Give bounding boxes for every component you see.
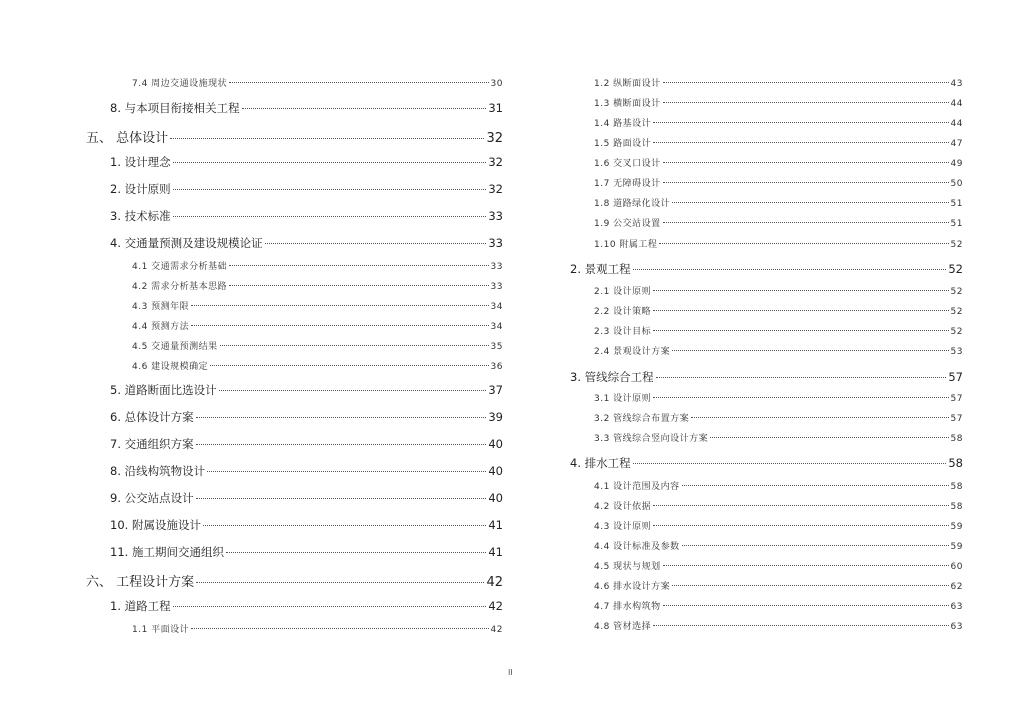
toc-entry-page: 41 [488,545,503,559]
toc-entry[interactable] [132,259,503,272]
toc-entry[interactable] [110,490,503,506]
dot-leader [663,82,949,83]
toc-entry-page: 51 [950,219,963,229]
toc-entry[interactable] [594,391,963,404]
toc-entry[interactable] [594,136,963,149]
toc-entry-page: 63 [950,602,963,612]
toc-entry-page: 52 [948,262,963,276]
dot-leader [173,606,487,607]
dot-leader [191,628,488,629]
dot-leader [170,138,484,139]
toc-entry-page: 31 [488,101,503,115]
toc-entry-title: 1.5 路面设计 [594,139,652,149]
dot-leader [663,565,949,566]
toc-entry-title: 1.1 平面设计 [132,625,190,635]
dot-leader [220,345,489,346]
toc-entry-page: 53 [950,347,963,357]
dot-leader [633,463,947,464]
toc-entry-title: 8. 与本项目衔接相关工程 [110,101,240,115]
toc-entry-page: 59 [950,542,963,552]
dot-leader [226,552,486,553]
toc-entry-page: 58 [950,482,963,492]
toc-entry-page: 52 [950,240,963,250]
toc-entry-title: 4.3 预测年限 [132,302,190,312]
toc-entry-page: 42 [490,625,503,635]
toc-entry[interactable] [110,598,503,614]
toc-entry-page: 41 [488,518,503,532]
toc-entry-title: 4.1 设计范围及内容 [594,482,680,492]
toc-entry-page: 57 [948,370,963,384]
toc-entry[interactable] [594,479,963,492]
toc-entry-title: 4.7 排水构筑物 [594,602,661,612]
toc-entry-page: 44 [950,99,963,109]
toc-entry[interactable] [594,156,963,169]
toc-entry[interactable] [594,176,963,189]
toc-entry-title: 4.5 交通量预测结果 [132,342,218,352]
dot-leader [229,285,488,286]
toc-entry[interactable] [110,436,503,452]
toc-entry-title: 1.8 道路绿化设计 [594,199,671,209]
toc-entry[interactable] [594,324,963,337]
toc-entry[interactable] [132,622,503,635]
toc-entry-page: 32 [488,155,503,169]
dot-leader [653,505,948,506]
dot-leader [653,142,948,143]
toc-entry-page: 62 [950,582,963,592]
toc-entry[interactable] [132,319,503,332]
toc-entry[interactable] [110,235,503,251]
dot-leader [191,325,488,326]
dot-leader [173,189,487,190]
toc-entry-page: 58 [950,434,963,444]
toc-entry-page: 33 [488,236,503,250]
toc-entry[interactable] [132,339,503,352]
toc-entry[interactable] [594,216,963,229]
toc-entry[interactable] [594,237,963,250]
dot-leader [196,582,484,583]
dot-leader [656,377,947,378]
toc-entry-page: 58 [948,456,963,470]
toc-entry-title: 3.3 管线综合竖向设计方案 [594,434,709,444]
toc-entry[interactable] [132,299,503,312]
toc-entry-title: 1.7 无障碍设计 [594,179,661,189]
dot-leader [663,162,949,163]
page-number: II [508,668,513,677]
dot-leader [653,290,948,291]
toc-entry[interactable] [594,539,963,552]
toc-entry-page: 34 [490,322,503,332]
dot-leader [653,122,948,123]
dot-leader [653,525,948,526]
toc-entry[interactable] [132,359,503,372]
dot-leader [653,625,948,626]
toc-entry[interactable] [594,619,963,632]
toc-entry-page: 30 [490,79,503,89]
toc-entry-title: 7. 交通组织方案 [110,437,194,451]
toc-entry-title: 1.10 附属工程 [594,240,658,250]
toc-entry-title: 5. 道路断面比选设计 [110,383,217,397]
toc-entry-page: 36 [490,362,503,372]
dot-leader [196,444,487,445]
toc-entry-title: 1.3 横断面设计 [594,99,661,109]
toc-entry-page: 59 [950,522,963,532]
toc-entry-title: 4.4 预测方法 [132,322,190,332]
toc-entry-title: 3. 管线综合工程 [570,370,654,384]
toc-entry[interactable] [570,369,963,385]
toc-entry-page: 57 [950,394,963,404]
toc-entry[interactable] [132,76,503,89]
dot-leader [653,310,948,311]
toc-entry-page: 40 [488,437,503,451]
toc-entry-title: 六、 工程设计方案 [86,575,195,590]
toc-entry[interactable] [110,100,503,116]
toc-entry[interactable] [594,304,963,317]
dot-leader [672,585,948,586]
toc-entry-title: 4.8 管材选择 [594,622,652,632]
toc-entry-title: 4.3 设计原则 [594,522,652,532]
toc-entry-title: 4.6 排水设计方案 [594,582,671,592]
toc-entry-title: 4. 交通量预测及建设规模论证 [110,236,263,250]
toc-entry-page: 37 [488,383,503,397]
dot-leader [219,390,487,391]
dot-leader [663,182,949,183]
dot-leader [203,525,486,526]
toc-entry-page: 33 [490,282,503,292]
toc-entry-page: 49 [950,159,963,169]
dot-leader [229,265,488,266]
toc-entry-page: 32 [486,131,503,146]
toc-entry-title: 4.5 现状与规划 [594,562,661,572]
dot-leader [691,417,948,418]
toc-entry-page: 32 [488,182,503,196]
toc-entry[interactable] [110,382,503,398]
toc-entry-page: 35 [490,342,503,352]
toc-entry[interactable] [110,544,503,560]
dot-leader [210,365,488,366]
dot-leader [196,498,487,499]
dot-leader [672,350,948,351]
toc-entry-title: 4.6 建设规模确定 [132,362,209,372]
toc-entry-page: 34 [490,302,503,312]
dot-leader [663,102,949,103]
toc-entry-title: 6. 总体设计方案 [110,410,194,424]
toc-entry-page: 43 [950,79,963,89]
toc-entry-page: 51 [950,199,963,209]
toc-entry-page: 52 [950,307,963,317]
toc-entry[interactable] [594,76,963,89]
toc-entry-title: 2.3 设计目标 [594,327,652,337]
dot-leader [682,485,949,486]
toc-entry-page: 44 [950,119,963,129]
toc-entry-page: 40 [488,464,503,478]
toc-entry-title: 11. 施工期间交通组织 [110,545,224,559]
toc-entry-title: 2. 景观工程 [570,262,631,276]
toc-entry-page: 50 [950,179,963,189]
dot-leader [265,243,487,244]
toc-entry-title: 2.1 设计原则 [594,287,652,297]
toc-entry-title: 1.4 路基设计 [594,119,652,129]
toc-entry-title: 9. 公交站点设计 [110,491,194,505]
dot-leader [242,108,487,109]
toc-entry-page: 58 [950,502,963,512]
toc-entry-title: 2.4 景观设计方案 [594,347,671,357]
toc-entry-title: 7.4 周边交通设施现状 [132,79,228,89]
toc-entry[interactable] [594,559,963,572]
toc-entry-page: 57 [950,414,963,424]
toc-entry[interactable] [86,127,503,146]
toc-entry-title: 2. 设计原则 [110,182,171,196]
toc-entry[interactable] [110,154,503,170]
dot-leader [653,397,948,398]
toc-entry-title: 4.4 设计标准及参数 [594,542,680,552]
toc-entry-page: 39 [488,410,503,424]
dot-leader [191,305,488,306]
dot-leader [196,417,487,418]
toc-entry-page: 60 [950,562,963,572]
toc-entry-title: 4.2 需求分析基本思路 [132,282,228,292]
dot-leader [633,269,947,270]
toc-entry[interactable] [110,208,503,224]
dot-leader [672,202,948,203]
toc-entry-page: 42 [488,599,503,613]
toc-entry-title: 1. 道路工程 [110,599,171,613]
dot-leader [653,330,948,331]
toc-entry[interactable] [594,579,963,592]
toc-entry[interactable] [570,261,963,277]
toc-entry-title: 1.6 交叉口设计 [594,159,661,169]
toc-entry-title: 五、 总体设计 [86,131,169,146]
toc-entry[interactable] [594,116,963,129]
toc-entry-title: 1.9 公交站设置 [594,219,661,229]
toc-entry[interactable] [110,463,503,479]
toc-entry-title: 10. 附属设施设计 [110,518,201,532]
toc-entry[interactable] [86,571,503,590]
toc-entry[interactable] [594,96,963,109]
toc-entry-title: 3.1 设计原则 [594,394,652,404]
toc-entry-page: 33 [490,262,503,272]
toc-entry-title: 1.2 纵断面设计 [594,79,661,89]
toc-entry-page: 52 [950,287,963,297]
toc-entry-title: 3. 技术标准 [110,209,171,223]
dot-leader [663,605,949,606]
toc-entry-title: 3.2 管线综合布置方案 [594,414,690,424]
toc-entry-page: 40 [488,491,503,505]
toc-entry[interactable] [594,196,963,209]
toc-entry-page: 47 [950,139,963,149]
toc-entry-page: 33 [488,209,503,223]
toc-entry-title: 4. 排水工程 [570,456,631,470]
toc-entry[interactable] [594,519,963,532]
toc-entry[interactable] [594,411,963,424]
dot-leader [663,222,949,223]
toc-entry[interactable] [594,499,963,512]
toc-entry-page: 42 [486,575,503,590]
toc-entry-title: 4.1 交通需求分析基础 [132,262,228,272]
toc-entry[interactable] [110,181,503,197]
dot-leader [710,437,948,438]
dot-leader [173,162,487,163]
toc-entry[interactable] [570,455,963,471]
dot-leader [207,471,486,472]
toc-entry[interactable] [594,431,963,444]
toc-entry-title: 1. 设计理念 [110,155,171,169]
toc-entry[interactable] [594,344,963,357]
toc-entry-title: 8. 沿线构筑物设计 [110,464,206,478]
toc-entry-page: 63 [950,622,963,632]
toc-entry[interactable] [594,599,963,612]
dot-leader [173,216,487,217]
toc-entry[interactable] [132,279,503,292]
toc-entry[interactable] [594,284,963,297]
toc-entry-page: 52 [950,327,963,337]
toc-entry-title: 4.2 设计依据 [594,502,652,512]
dot-leader [659,243,948,244]
toc-entry-title: 2.2 设计策略 [594,307,652,317]
dot-leader [682,545,949,546]
dot-leader [229,82,488,83]
toc-entry[interactable] [110,409,503,425]
toc-entry[interactable] [110,517,503,533]
